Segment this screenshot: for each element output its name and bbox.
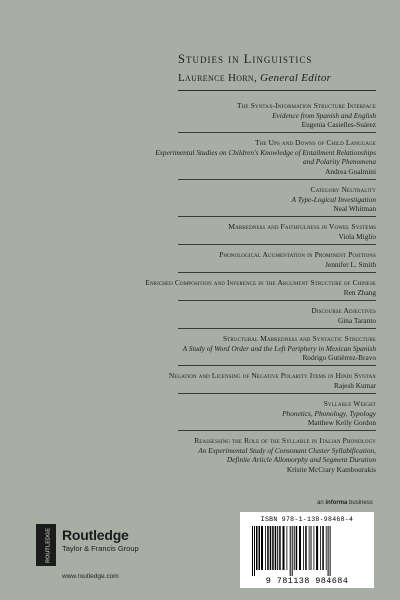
- book-entry: [60, 138, 376, 176]
- book-title: Syllable Weight: [323, 399, 376, 408]
- series-editor-name: Laurence Horn,: [178, 72, 258, 84]
- book-title: Phonological Augmentation in Prominent Positions: [219, 250, 376, 259]
- entry-divider: [178, 393, 376, 394]
- book-entry: [60, 371, 376, 390]
- book-title: Discourse Adjectives: [311, 306, 376, 315]
- book-subtitle: Phonetics, Phonology, Typology: [282, 408, 376, 418]
- entry-divider: [178, 244, 376, 245]
- informa-brand: informa: [325, 500, 348, 506]
- book-author: Jennifer L. Smith: [325, 259, 376, 269]
- book-author: Rodrigo Gutiérrez-Bravo: [302, 353, 376, 362]
- book-author: Neal Whitman: [333, 204, 376, 213]
- series-divider: [178, 90, 376, 91]
- book-entry: [60, 436, 376, 474]
- routledge-logo-icon: [36, 524, 56, 566]
- book-author: Viola Miglio: [338, 231, 376, 241]
- book-entry: [60, 278, 376, 297]
- book-subtitle: An Experimental Study of Consonant Cluster Syllabification,: [198, 445, 376, 455]
- book-entry: [60, 101, 376, 130]
- book-subtitle: Experimental Studies on Children's Knowledge of Entailment Relationships: [155, 147, 376, 157]
- entry-divider: [178, 365, 376, 366]
- book-author: Gina Taranto: [337, 315, 376, 325]
- entry-divider: [178, 216, 376, 217]
- book-title: Structural Markedness and Syntactic Structure: [222, 334, 376, 343]
- isbn-label: ISBN 978-1-138-98468-4: [260, 516, 354, 523]
- publisher-block: [62, 527, 139, 553]
- book-entry: [60, 306, 376, 325]
- book-title: The Syntax-Information Structure Interface: [237, 101, 376, 110]
- book-entry: [60, 399, 376, 428]
- book-author: Matthew Kelly Gordon: [307, 418, 376, 427]
- entry-divider: [178, 328, 376, 329]
- book-subtitle-line2: and Polarity Phenomena: [303, 157, 376, 166]
- series-title: Studies in Linguistics: [178, 52, 313, 66]
- barcode-panel: [240, 512, 374, 588]
- publisher-name: Routledge: [62, 527, 129, 543]
- series-editor-role: General Editor: [260, 72, 332, 84]
- book-entry: [60, 222, 376, 241]
- book-entry: [60, 334, 376, 363]
- barcode-digits: 9 781138 984684: [265, 576, 349, 586]
- informa-business-mark: [317, 500, 373, 506]
- publisher-url: www.routledge.com: [62, 573, 119, 580]
- book-subtitle-line2: Definite Article Allomorphy and Segment Duration: [226, 455, 376, 464]
- book-subtitle: A Type-Logical Investigation: [291, 194, 376, 204]
- barcode-icon: [250, 526, 364, 576]
- book-subtitle: Evidence from Spanish and English: [272, 110, 376, 120]
- book-entry: [60, 185, 376, 214]
- series-editor: [178, 72, 331, 84]
- book-author: Ren Zhang: [343, 287, 376, 297]
- entry-divider: [178, 272, 376, 273]
- book-entry: [60, 250, 376, 269]
- informa-prefix: an: [317, 500, 324, 506]
- book-subtitle: A Study of Word Order and the Left Periphery in Mexican Spanish: [182, 343, 376, 353]
- book-title: Markedness and Faithfulness in Vowel Systems: [228, 222, 376, 231]
- entry-divider: [178, 132, 376, 133]
- book-author: Rajesh Kumar: [334, 380, 376, 390]
- publisher-group: Taylor & Francis Group: [62, 544, 139, 553]
- book-author: Andrea Gualmini: [325, 166, 376, 176]
- book-title: Enriched Composition and Inference in the Argument Structure of Chinese: [145, 278, 376, 287]
- book-author: Eugenia Casielles-Suárez: [301, 120, 376, 129]
- entry-divider: [178, 300, 376, 301]
- book-title: Negation and Licensing of Negative Polarity Items in Hindi Syntax: [168, 371, 376, 380]
- informa-suffix: business: [349, 500, 373, 506]
- book-title: The Ups and Downs of Child Language: [254, 138, 376, 147]
- book-author: Kristie McCrary Kambourakis: [286, 464, 376, 474]
- entry-divider: [178, 179, 376, 180]
- entry-divider: [178, 430, 376, 431]
- book-title: Reassessing the Role of the Syllable in Italian Phonology: [194, 436, 376, 445]
- book-title: Category Neutrality: [310, 185, 376, 194]
- logo-vertical-text: ROUTLEDGE: [45, 527, 52, 563]
